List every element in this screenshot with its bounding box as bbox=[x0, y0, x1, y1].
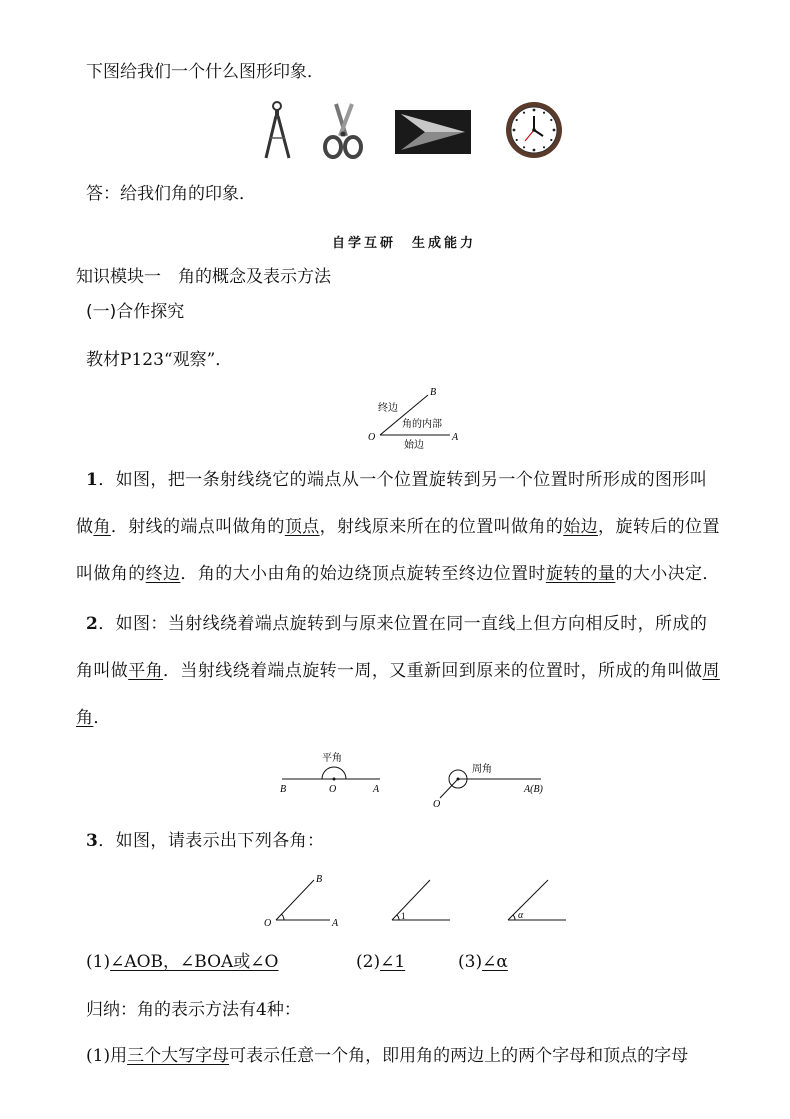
point-b-label: B bbox=[430, 387, 437, 398]
terminal-side-label: 终边 bbox=[378, 403, 398, 414]
compass-icon bbox=[262, 100, 294, 166]
answer-blank: ∠1 bbox=[380, 952, 406, 972]
answer-2: (2)∠1 bbox=[356, 952, 406, 972]
point-b-label: B bbox=[316, 874, 323, 885]
subsection-title: (一)合作探究 bbox=[86, 302, 185, 322]
round-angle-label: 周角 bbox=[472, 764, 492, 775]
answer-blank: 角 bbox=[93, 517, 111, 537]
angle-parts-figure bbox=[360, 382, 470, 458]
point-o-label: O bbox=[264, 918, 272, 929]
answer-1: (1)∠AOB，∠BOA或∠O bbox=[86, 952, 279, 972]
answer-3: (3)∠α bbox=[458, 952, 508, 972]
point-o-label: O bbox=[433, 799, 441, 810]
point-a-label: A bbox=[452, 432, 459, 443]
answer-blank: 角 bbox=[76, 708, 94, 728]
straight-round-angle-figure bbox=[276, 748, 566, 814]
point-o-label: O bbox=[329, 784, 337, 795]
answer-blank: 始边 bbox=[563, 517, 599, 537]
point-ab-label: A(B) bbox=[524, 784, 543, 795]
answer-blank: 终边 bbox=[145, 564, 181, 584]
arrow-sign-icon bbox=[395, 110, 471, 158]
point-a-label: A bbox=[373, 784, 380, 795]
point-a-label: A bbox=[332, 918, 339, 929]
summary-text: 归纳：角的表示方法有4种： bbox=[86, 1000, 301, 1020]
section-heading: 自学互研 生成能力 bbox=[332, 236, 477, 251]
wall-clock-icon bbox=[505, 101, 563, 163]
answer-blank: ∠α bbox=[482, 952, 508, 972]
answer-blank: 顶点 bbox=[284, 517, 320, 537]
paragraph-2: 2．如图：当射线绕着端点旋转到与原来位置在同一直线上但方向相反时，所成的 角叫做平角．当射线绕着端点旋转一周，又重新回到原来的位置时，所成的角叫做周 角． bbox=[76, 614, 720, 728]
point-o-label: O bbox=[368, 432, 376, 443]
answer-blank: 平角 bbox=[128, 661, 164, 681]
answer-blank: 周 bbox=[702, 661, 720, 681]
intro-answer: 答：给我们角的印象． bbox=[86, 184, 256, 204]
answer-blank: ∠AOB，∠BOA或∠O bbox=[110, 952, 279, 972]
three-angles-figure bbox=[258, 868, 578, 936]
rule-1: (1)用三个大写字母可表示任意一个角，即用角的两边上的两个字母和顶点的字母 bbox=[86, 1046, 689, 1066]
answer-blank: 旋转的量 bbox=[545, 564, 616, 584]
initial-side-label: 始边 bbox=[404, 440, 424, 451]
scissors-icon bbox=[322, 102, 364, 164]
angle-alpha-label: α bbox=[518, 910, 524, 921]
paragraph-3: 3．如图，请表示出下列各角： bbox=[86, 831, 325, 851]
paragraph-1: 1．如图，把一条射线绕它的端点从一个位置旋转到另一个位置时所形成的图形叫 做角．射线的端点叫做角的顶点，射线原来所在的位置叫做角的始边，旋转后的位置 叫做角的终边．角的大小由角的始边绕顶点旋转至终边位置时旋转的量的大小决定． bbox=[76, 470, 720, 584]
answer-blank: 三个大写字母 bbox=[127, 1046, 230, 1066]
textbook-reference: 教材P123“观察”． bbox=[86, 350, 233, 370]
straight-angle-label: 平角 bbox=[322, 753, 342, 764]
intro-question: 下图给我们一个什么图形印象． bbox=[86, 62, 324, 82]
angle-1-label: 1 bbox=[401, 911, 406, 921]
module-title: 知识模块一 角的概念及表示方法 bbox=[76, 267, 331, 287]
point-b-label: B bbox=[280, 784, 287, 795]
interior-label: 角的内部 bbox=[402, 419, 442, 430]
